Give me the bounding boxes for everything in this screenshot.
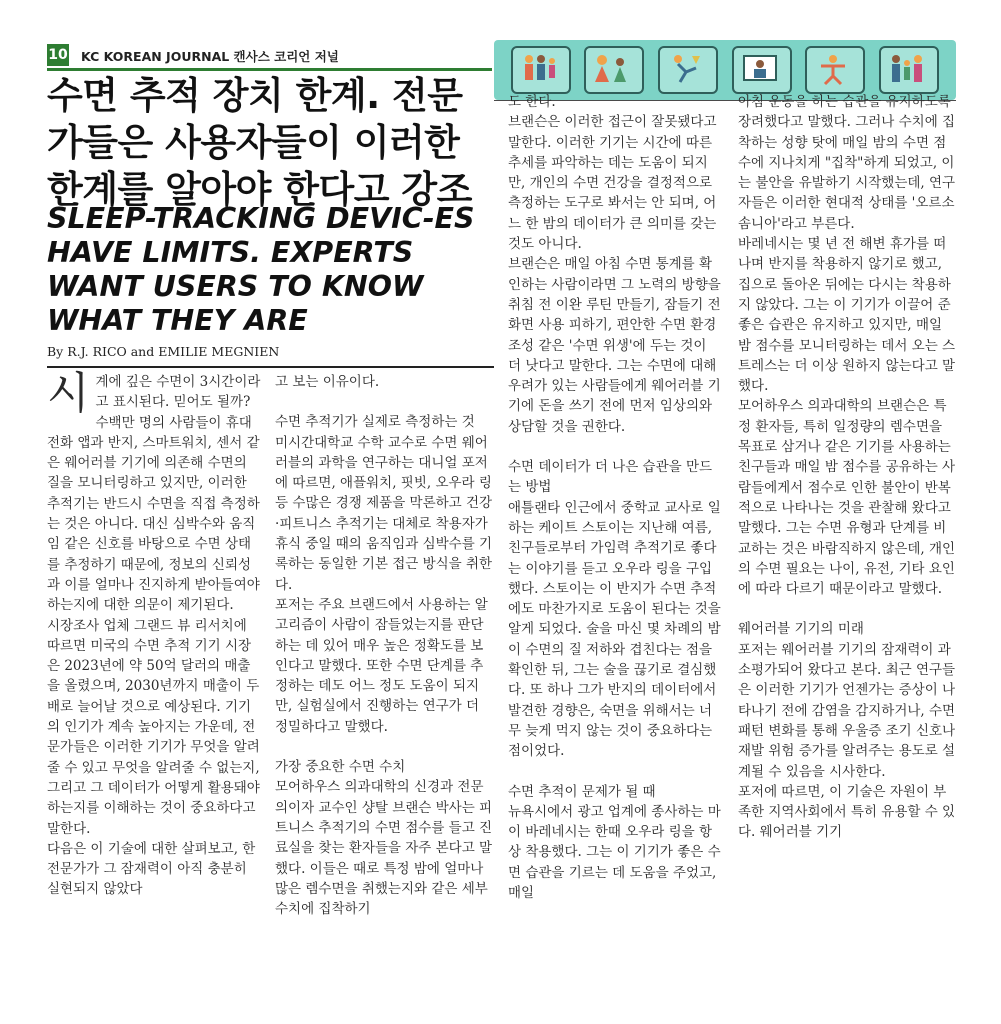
article-paragraph: 포저는 주요 브랜드에서 사용하는 알고리즘이 사람이 잠들었는지를 판단하는 데 있어 매우 높은 정확도를 보인다고 말했다. 또한 수면 단계를 추정하는 데도 어느 정도 도움이 되지만, 실험실에서 진행하는 연구가 더 정밀하다고 말했다. xyxy=(275,596,488,735)
byline-divider xyxy=(47,366,494,368)
fitness-icon xyxy=(805,46,865,94)
article-paragraph: 모어하우스 의과대학의 신경과 전문의이자 교수인 샹탈 브랜슨 박사는 피트니스 추적기의 수면 점수를 들고 진료실을 찾는 환자들을 자주 본다고 말했다. 이들은 때로 특정 밤에 얼마나 많은 렘수면을 취했는지와 같은 세부 수치에 집착하기 xyxy=(275,779,493,918)
doctor-icon xyxy=(732,46,792,94)
article-paragraph: 뉴욕시에서 광고 업계에 종사하는 마이 바레네시는 한때 오우라 링을 항상 착용했다. 그는 이 기기가 좋은 수면 습관을 기르는 데 도움을 주었고, 매일 xyxy=(508,803,721,901)
drop-cap: 시 xyxy=(47,368,90,419)
section-heading: 가장 중요한 수면 수치 xyxy=(275,759,406,776)
section-heading: 웨어러블 기기의 미래 xyxy=(738,621,864,638)
article-paragraph: 애틀랜타 인근에서 중학교 교사로 일하는 케이트 스토이는 지난해 여름, 친구들로부터 가임력 추적기로 좋다는 이야기를 듣고 오우라 링을 구입했다. 스토이는 이 반지가 수면 추적에도 마찬가지로 도움이 된다는 것을 알게 되었다. 술을 마신 몇 차례의 밤이 수면의 질 저하와 겹친다는 점을 확인한 뒤, 그는 술을 끊기로 결심했다. 또 하나 그가 반지의 데이터에서 발견한 경향은, 숙면을 위해서는 너무 늦게 먹지 않는 것이 중요하다는 점이었다. xyxy=(508,499,721,760)
headline-english: SLEEP-TRACKING DEVIC-ES HAVE LIMITS. EXPERTS WANT USERS TO KNOW WHAT THEY ARE xyxy=(47,202,475,337)
article-paragraph: 포저에 따르면, 이 기술은 자원이 부족한 지역사회에서 특히 유용할 수 있다. 웨어러블 기기 xyxy=(738,783,956,841)
article-paragraph: 포저는 웨어러블 기기의 잠재력이 과소평가되어 왔다고 본다. 최근 연구들은 이러한 기기가 언젠가는 증상이 나타나기 전에 감염을 감지하거나, 수면 패턴 변화를 통해 우울증 조기 신호나 재발 위험 증가를 알려주는 용도로 설계될 수 있음을 시사한다. xyxy=(738,641,956,780)
byline: By R.J. RICO and EMILIE MEGNIEN xyxy=(47,344,280,359)
article-paragraph: 바레네시는 몇 년 전 해변 휴가를 떠나며 반지를 착용하지 않기로 했고, 집으로 돌아온 뒤에는 다시는 착용하지 않았다. 그는 이 기기가 이끌어 준 좋은 습관은 유지하고 있지만, 매일 밤 점수를 모니터링하는 데서 오는 스트레스는 더 이상 원하지 않는다고 말했다. xyxy=(738,236,956,395)
header-divider xyxy=(47,68,492,71)
article-paragraph: 브랜슨은 이러한 접근이 잘못됐다고 말한다. 이러한 기기는 시간에 따른 추세를 파악하는 데는 도움이 되지만, 개인의 수면 건강을 결정적으로 측정하는 도구로 봐서는 안 되며, 어느 한 밤의 데이터가 큰 의미를 갖는 것도 아니다. xyxy=(508,114,717,253)
publication-name: KC KOREAN JOURNAL 캔사스 코리언 저널 xyxy=(81,49,339,64)
page-number: 10 xyxy=(47,44,69,66)
headline-korean: 수면 추적 장치 한계. 전문가들은 사용자들이 이러한 한계를 알아야 한다고 강조 xyxy=(47,74,472,211)
article-paragraph: 다음은 이 기술에 대한 살펴보고, 한 전문가가 그 잠재력이 아직 충분히 실현되지 않았다 xyxy=(47,840,256,898)
activity-icon xyxy=(658,46,718,94)
article-paragraph: 미시간대학교 수학 교수로 수면 웨어러블의 과학을 연구하는 대니얼 포저에 따르면, 애플워치, 핏빗, 오우라 링 등 수많은 경쟁 제품을 막론하고 건강·피트니스 추적기는 대체로 착용자가 휴식 중일 때의 움직임과 심박수를 기록하는 동일한 기본 접근 방식을 취한다. xyxy=(275,434,493,593)
article-paragraph: 수백만 명의 사람들이 휴대전화 앱과 반지, 스마트워치, 센서 같은 웨어러블 기기에 의존해 수면의 질을 모니터링하고 있지만, 이러한 추적기는 반드시 수면을 직접 측정하는 것은 아니다. 대신 심박수와 움직임 같은 신호를 바탕으로 수면 상태를 추정하기 때문에, 정보의 신뢰성과 이를 얼마나 진지하게 받아들여야 하는지에 대한 의문이 제기된다. xyxy=(47,414,260,614)
article-paragraph xyxy=(47,368,262,419)
article-paragraph: 아침 운동을 하는 습관을 유지하도록 장려했다고 말했다. 그러나 수치에 집착하는 성향 탓에 매일 밤의 수면 점수에 지나치게 "집착"하게 되었고, 이는 불안을 유발하기 시작했는데, 연구자들은 이러한 현대적 상태를 '오르소솜니아'라고 부른다. xyxy=(738,94,956,232)
article-paragraph: 시장조사 업체 그랜드 뷰 리서치에 따르면 미국의 수면 추적 기기 시장은 2023년에 약 50억 달러의 매출을 올렸으며, 2030년까지 매출이 두 배로 늘어날 것으로 예상된다. 기기의 인기가 계속 높아지는 가운데, 전문가들은 이러한 기기가 무엇을 알려줄 수 있고 무엇을 알려줄 수 없는지, 그리고 그 데이터가 어떻게 활용돼야 하는지를 이해하는 것이 중요하다고 말한다. xyxy=(47,617,260,837)
children-icon xyxy=(584,46,644,94)
article-column-1 xyxy=(47,368,262,900)
article-paragraph: 도 한다. xyxy=(508,94,556,110)
article-column-3 xyxy=(508,92,723,903)
family-icon xyxy=(879,46,939,94)
people-icon xyxy=(511,46,571,94)
article-paragraph: 브랜슨은 매일 아침 수면 통계를 확인하는 사람이라면 그 노력의 방향을 취침 전 이완 루틴 만들기, 잠들기 전 화면 사용 피하기, 편안한 수면 환경 조성 같은 '수면 위생'에 두는 것이 더 낫다고 말한다. 그는 수면에 대해 우려가 있는 사람들에게 웨어러블 기기에 돈을 쓰기 전에 먼저 임상의와 상담할 것을 권한다. xyxy=(508,256,721,435)
illustration-banner xyxy=(494,40,956,100)
section-heading: 수면 데이터가 더 나은 습관을 만드는 방법 xyxy=(508,459,713,496)
lead-text: 계에 깊은 수면이 3시간이라고 표시된다. 믿어도 될까? xyxy=(95,374,261,411)
section-heading: 수면 추적이 문제가 될 때 xyxy=(508,783,656,800)
article-paragraph: 고 보는 이유이다. xyxy=(275,374,380,390)
article-column-4 xyxy=(738,92,956,843)
section-heading: 수면 추적기가 실제로 측정하는 것 xyxy=(275,414,475,431)
article-column-2 xyxy=(275,372,493,919)
article-paragraph: 모어하우스 의과대학의 브랜슨은 특정 환자들, 특히 일정량의 렘수면을 목표로 삼거나 같은 기기를 사용하는 친구들과 매일 밤 점수를 공유하는 사람들에게서 점수로 인한 불안이 반복적으로 나타나는 것을 관찰해 왔다고 말했다. 그는 수면 유형과 단계를 비교하는 것은 바람직하지 않은데, 개인의 수면 필요는 나이, 유전, 기타 요인에 따라 다르기 때문이라고 말했다. xyxy=(738,398,956,598)
